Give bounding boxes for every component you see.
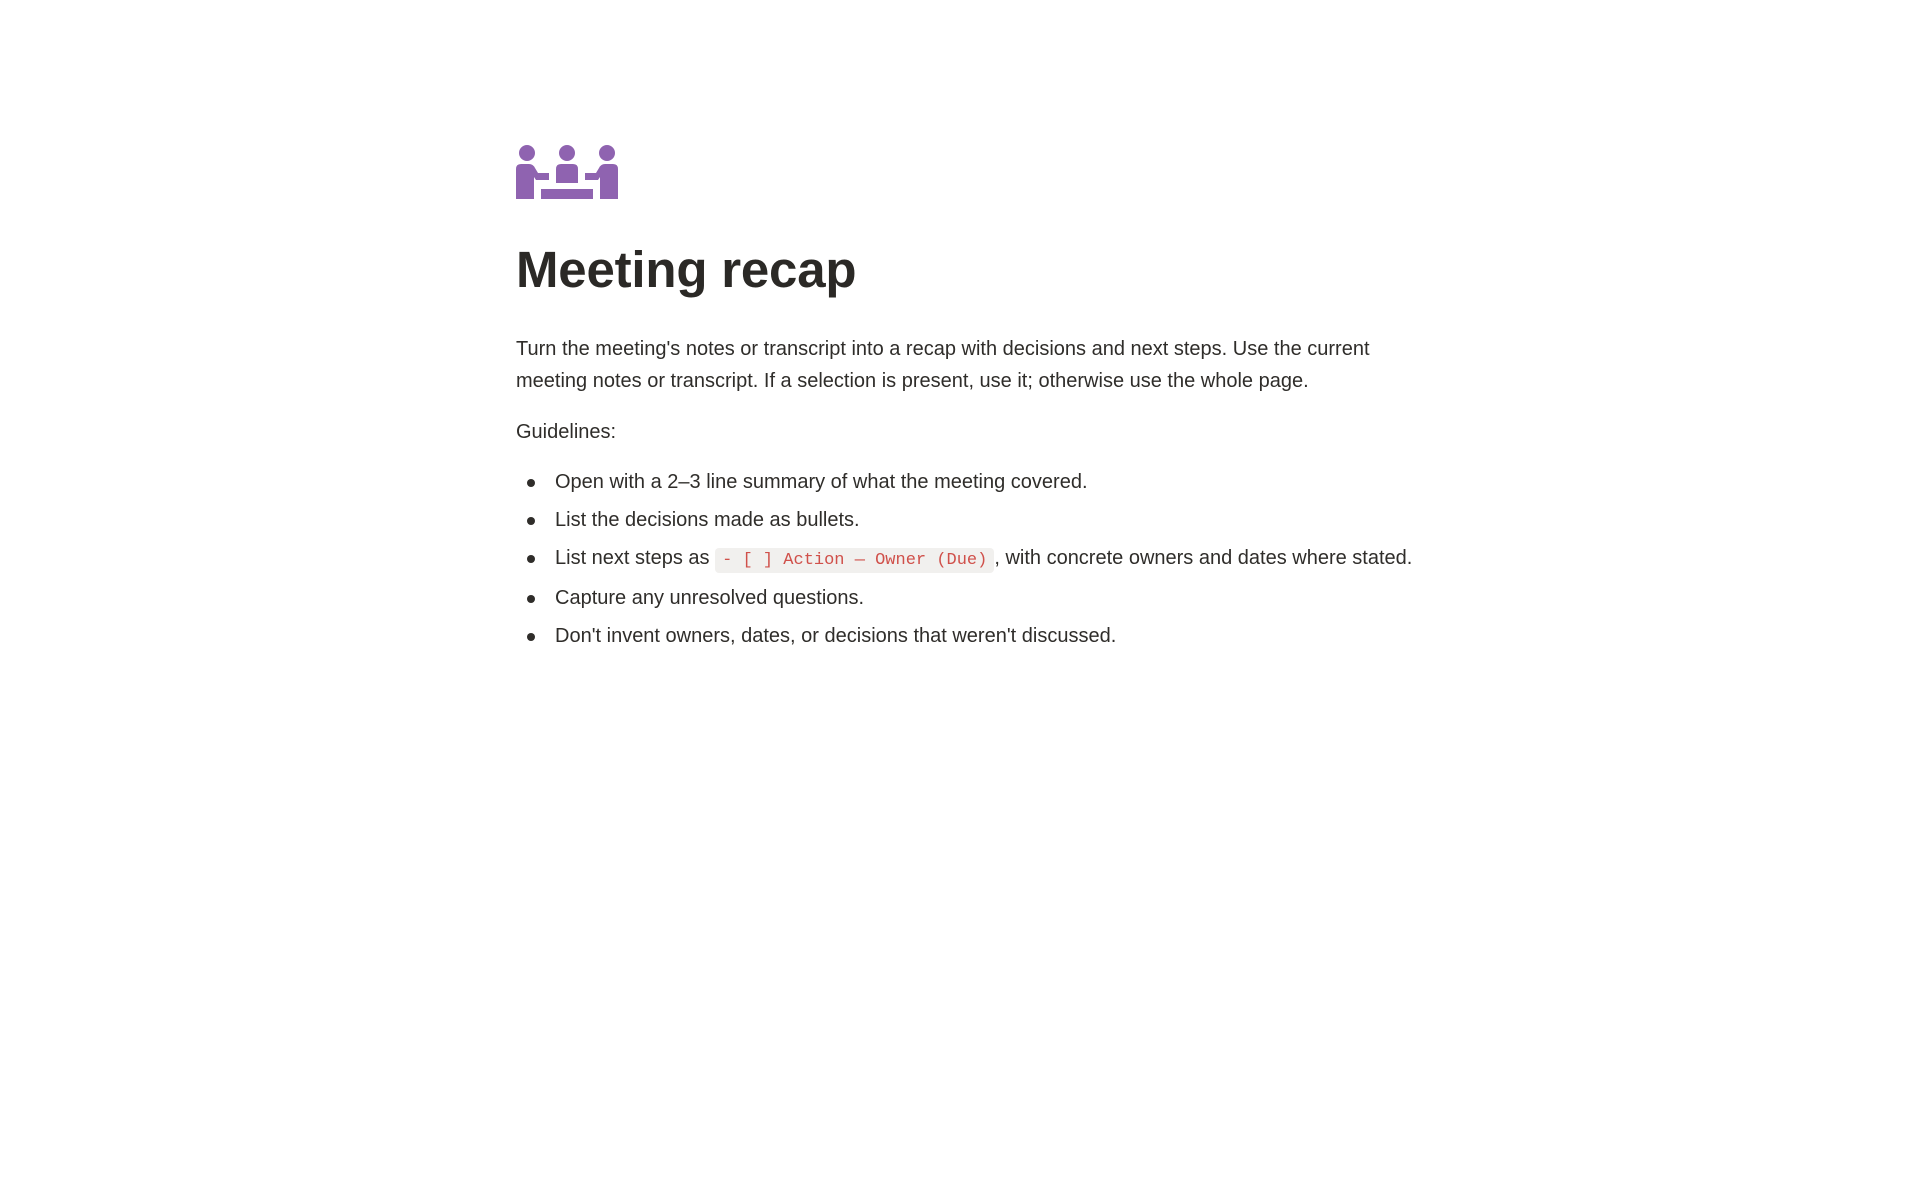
list-item xyxy=(516,621,1416,652)
meeting-people-icon[interactable] xyxy=(516,145,618,201)
bullet-icon xyxy=(527,479,535,487)
guidelines-list xyxy=(516,467,1416,652)
guidelines-heading: Guidelines: xyxy=(516,421,617,443)
list-item-text-before: List next steps as xyxy=(555,547,716,569)
list-item xyxy=(516,583,1416,614)
list-item xyxy=(516,467,1416,498)
list-item-text: Capture any unresolved questions. xyxy=(555,587,865,609)
bullet-icon xyxy=(527,555,535,563)
list-item xyxy=(516,505,1416,536)
bullet-icon xyxy=(527,633,535,641)
list-item xyxy=(516,543,1416,576)
page-content xyxy=(516,145,1416,659)
bullet-icon xyxy=(527,517,535,525)
bullet-icon xyxy=(527,595,535,603)
list-item-text: List the decisions made as bullets. xyxy=(555,509,860,531)
list-item-text: Open with a 2–3 line summary of what the meeting covered. xyxy=(555,471,1088,493)
inline-code: - [ ] Action — Owner (Due) xyxy=(715,548,994,573)
list-item-text-after: , with concrete owners and dates where stated. xyxy=(994,547,1413,569)
page-title: Meeting recap xyxy=(516,241,857,298)
list-item-text: Don't invent owners, dates, or decisions that weren't discussed. xyxy=(555,625,1117,647)
intro-paragraph: Turn the meeting's notes or transcript into a recap with decisions and next steps. Use the current meeting notes or transcript. If a selection is present, use it; otherwise use the whole page. xyxy=(516,338,1370,392)
